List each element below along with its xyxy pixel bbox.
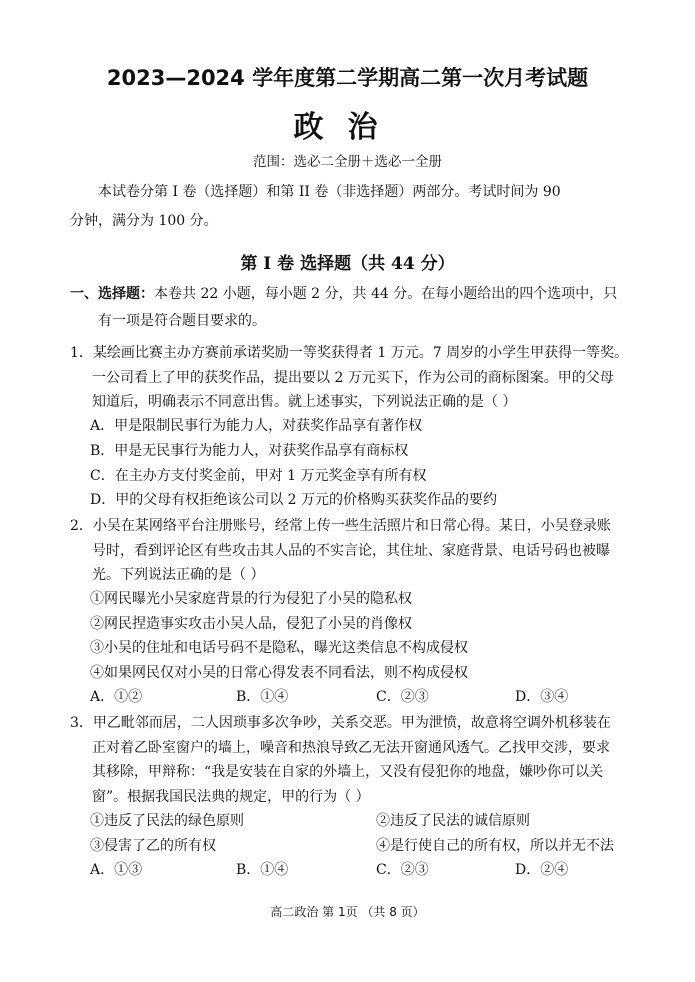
q2-statement-1: ①网民曝光小吴家庭背景的行为侵犯了小吴的隐私权: [90, 591, 412, 607]
q1-option-b: B．甲是无民事行为能力人，对获奖作品享有商标权: [90, 443, 409, 459]
q2-stem-line: 光。下列说法正确的是（ ）: [92, 567, 265, 583]
q3-stem-line: 3．甲乙毗邻而居，二人因琐事多次争吵，关系交恶。甲为泄愤，故意将空调外机移装在: [70, 715, 611, 731]
q3-statement-4: ④是行使自己的所有权，所以并无不法: [376, 838, 614, 854]
q1-option-a: A．甲是限制民事行为能力人，对获奖作品享有著作权: [90, 418, 423, 434]
q3-statement-1: ①违反了民法的绿色原则: [90, 813, 244, 829]
section-title: 第 I 卷 选择题（共 44 分）: [240, 254, 455, 274]
q1-option-c: C．在主办方支付奖金前，甲对 1 万元奖金享有所有权: [90, 468, 427, 484]
section-heading-line-2: 有一项是符合题目要求的。: [98, 313, 266, 329]
q2-stem-line: 2．小吴在某网络平台注册账号，经常上传一些生活照片和日常心得。某日，小吴登录账: [70, 518, 611, 534]
q3-answer-b: B．①④: [236, 862, 289, 878]
q1-option-d: D．甲的父母有权拒绝该公司以 2 万元的价格购买获奖作品的要约: [90, 492, 498, 508]
q2-stem-line: 号时，看到评论区有些攻击其人品的不实言论，其住址、家庭背景、电话号码也被曝: [92, 543, 610, 559]
intro-line-1: 本试卷分第 I 卷（选择题）和第 II 卷（非选择题）两部分。考试时间为 90: [98, 184, 561, 200]
q3-stem-line: 其移除，甲辩称：“我是安装在自家的外墙上，又没有侵犯你的地盘，嫌吵你可以关: [92, 764, 604, 780]
q3-stem-line: 窗”。根据我国民法典的规定，甲的行为（ ）: [92, 789, 370, 805]
q2-answer-d: D．③④: [515, 689, 569, 705]
q2-answer-c: C．②③: [376, 689, 429, 705]
q2-answer-b: B．①④: [236, 689, 289, 705]
intro-line-2: 分钟，满分为 100 分。: [70, 213, 218, 229]
section-heading: [70, 282, 617, 306]
exam-range: 范围：选必二全册＋选必一全册: [253, 154, 442, 170]
q3-answer-d: D．②④: [515, 862, 569, 878]
q2-statement-4: ④如果网民仅对小吴的日常心得发表不同看法，则不构成侵权: [90, 665, 468, 681]
section-heading-text: 本卷共 22 小题，每小题 2 分，共 44 分。在每小题给出的四个选项中，只: [154, 286, 618, 302]
page-footer: 高二政治 第 1页 （共 8 页）: [270, 905, 425, 919]
q2-statement-2: ②网民捏造事实攻击小吴人品，侵犯了小吴的肖像权: [90, 616, 412, 632]
q1-stem-line: 1．某绘画比赛主办方赛前承诺奖励一等奖获得者 1 万元。7 周岁的小学生甲获得一等奖。: [70, 345, 629, 361]
exam-title: 2023—2024 学年度第二学期高二第一次月考试题: [106, 66, 589, 90]
section-heading-label: 一、选择题：: [70, 286, 154, 302]
q2-answer-a: A．①②: [90, 689, 143, 705]
q3-stem-line: 正对着乙卧室窗户的墙上，噪音和热浪导致乙无法开窗通风透气。乙找甲交涉，要求: [92, 740, 610, 756]
subject-title: 政治: [293, 110, 402, 145]
q2-statement-3: ③小吴的住址和电话号码不是隐私，曝光这类信息不构成侵权: [90, 640, 468, 656]
q3-statement-2: ②违反了民法的诚信原则: [376, 813, 530, 829]
q1-stem-line: 一公司看上了甲的获奖作品，提出要以 2 万元买下，作为公司的商标图案。甲的父母: [92, 370, 614, 386]
q3-answer-a: A．①③: [90, 862, 143, 878]
q1-stem-line: 知道后，明确表示不同意出售。就上述事实，下列说法正确的是（ ）: [92, 394, 517, 410]
q3-statement-3: ③侵害了乙的所有权: [90, 838, 216, 854]
q3-answer-c: C．②③: [376, 862, 429, 878]
